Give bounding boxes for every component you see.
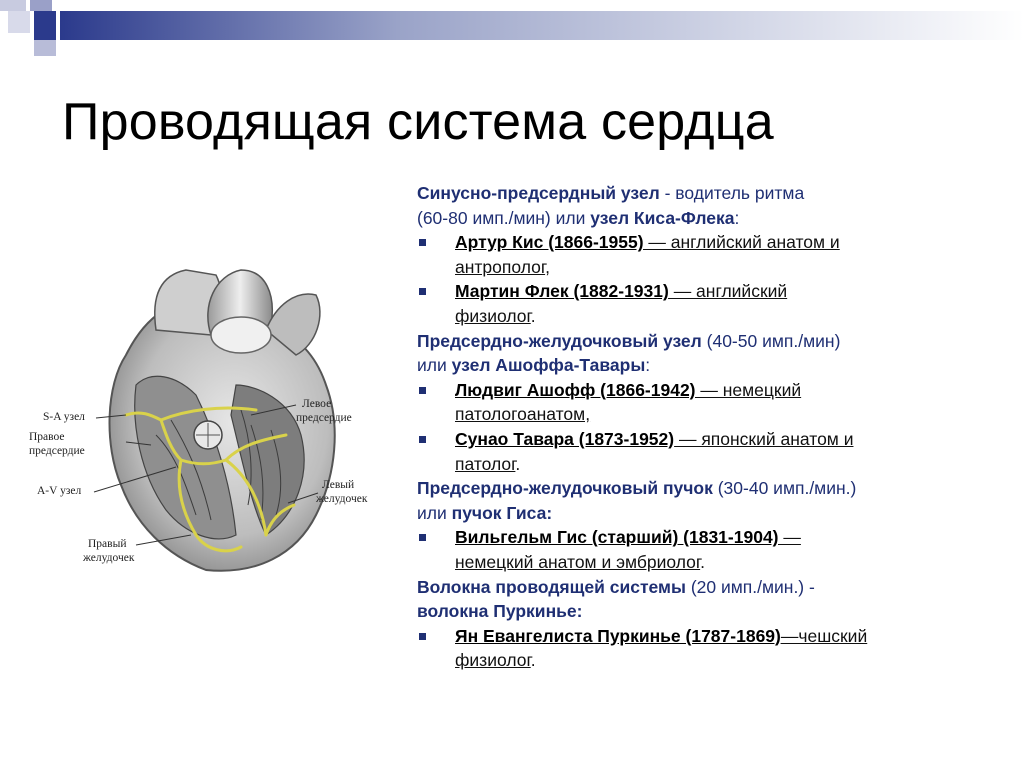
his-desc2: немецкий анатом и эмбриолог [455,551,701,572]
flack-desc1: — английский [668,281,788,302]
flack-name: Мартин Флек (1882-1931) [455,281,669,302]
his-desc1: — [778,527,801,548]
purkinje-end: . [530,650,536,671]
label-right-atrium-line2: предсердие [29,445,85,457]
his-end: . [700,551,705,572]
his-bundle-alt-name: пучок Гиса: [451,502,553,523]
purkinje-fibers-name: Волокна проводящей системы [417,576,686,597]
purkinje-desc1: —чешский [780,625,868,646]
av-node-desc1: (40-50 имп./мин) [701,330,841,351]
purkinje-fibers-line1 [417,575,1017,600]
label-right-ventricle-line1: Правый [88,538,127,550]
slide-title: Проводящая система сердца [62,93,774,151]
aschoff-name: Людвиг Ашофф (1866-1942) [455,379,696,400]
bullet-square-icon [419,534,426,541]
bullet-square-icon [419,288,426,295]
his-bundle-pre2: или [417,502,452,523]
sa-node-colon: : [734,207,740,228]
label-sa-node: S-A узел [43,411,85,423]
list-item-keith [417,230,1017,279]
tawara-name: Сунао Тавара (1873-1952) [455,428,675,449]
list-item-purkinje [417,624,1017,673]
his-bundle-name: Предсердно-желудочковый пучок [417,478,713,499]
purkinje-fibers-desc1: (20 имп./мин.) - [685,576,815,597]
label-av-node: A-V узел [37,485,82,497]
sa-node-line1 [417,181,1017,206]
av-node-line2 [417,353,1017,378]
label-left-atrium-line2: предсердие [296,412,352,424]
purkinje-name: Ян Евангелиста Пуркинье (1787-1869) [455,625,781,646]
label-right-ventricle-line2: желудочек [83,552,135,564]
bullet-square-icon [419,436,426,443]
his-bundle-line2 [417,501,1017,526]
sa-node-desc2: (60-80 имп./мин) или [417,207,591,228]
aschoff-desc1: — немецкий [695,379,802,400]
flack-desc2: физиолог [455,305,531,326]
purkinje-fibers-line2 [417,599,1017,624]
top-decoration-bar [0,0,1024,60]
av-node-alt-name: узел Ашоффа-Тавары [451,355,646,376]
sa-node-name: Синусно-предсердный узел [417,183,660,203]
sa-node-line2 [417,206,1017,231]
his-name: Вильгельм Гис (старший) (1831-1904) [455,527,779,548]
av-node-name: Предсердно-желудочковый узел [417,330,702,351]
keith-end: , [545,256,550,277]
av-node-line1 [417,329,1017,354]
keith-desc2: антрополог [455,256,546,277]
his-bundle-desc1: (30-40 имп./мин.) [712,478,857,499]
sa-node-alt-name: узел Киса-Флека [590,207,735,228]
heart-conduction-illustration [26,235,416,595]
tawara-desc2: патолог [455,453,516,474]
flack-end: . [530,305,536,326]
keith-desc1: — английский анатом и [643,232,840,253]
bullet-square-icon [419,387,426,394]
av-node-colon: : [645,355,651,376]
list-item-aschoff [417,378,1017,427]
label-left-ventricle-line2: желудочек [316,493,368,505]
av-node-pre2: или [417,355,452,376]
tawara-desc1: — японский анатом и [674,428,854,449]
his-bundle-line1 [417,476,1017,501]
sa-node-desc1: - водитель ритма [659,183,805,203]
list-item-flack [417,279,1017,328]
keith-name: Артур Кис (1866-1955) [455,232,644,253]
purkinje-fibers-alt-name: волокна Пуркинье: [417,601,583,622]
purkinje-desc2: физиолог [455,650,531,671]
content-text-block [417,181,1017,673]
label-left-atrium-line1: Левое [302,398,332,410]
label-left-ventricle-line1: Левый [322,479,355,491]
label-right-atrium-line1: Правое [29,431,65,443]
tawara-end: . [515,453,521,474]
bullet-square-icon [419,633,426,640]
aschoff-desc2: патологоанатом, [455,404,591,425]
list-item-his [417,525,1017,574]
list-item-tawara [417,427,1017,476]
bullet-square-icon [419,239,426,246]
